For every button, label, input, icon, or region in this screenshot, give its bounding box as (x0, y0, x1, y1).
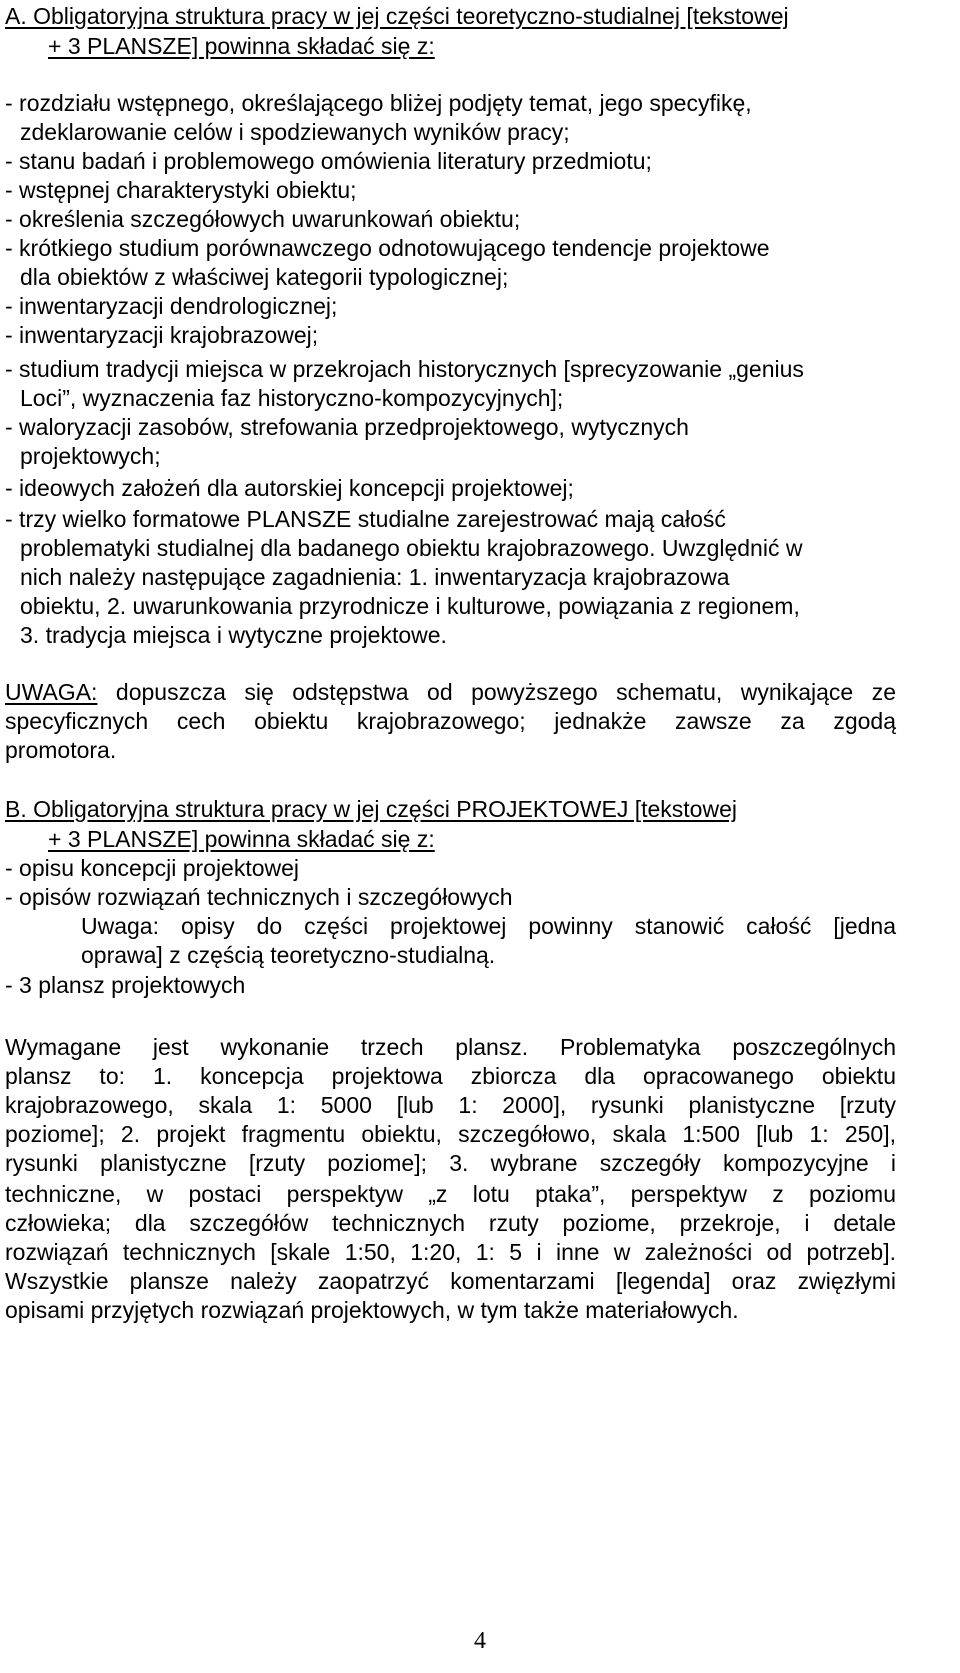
list-item: - wstępnej charakterystyki obiektu; (5, 177, 357, 203)
paragraph-line: Wymagane jest wykonanie trzech plansz. Problematyka poszczególnych (5, 1034, 896, 1060)
paragraph-line: krajobrazowego, skala 1: 5000 [lub 1: 2000], rysunki planistyczne [rzuty (5, 1092, 896, 1118)
list-item: Loci”, wyznaczenia faz historyczno-kompozycyjnych]; (20, 385, 564, 411)
note-line: Uwaga: opisy do części projektowej powinny stanowić całość [jedna (81, 913, 896, 939)
list-item: - inwentaryzacji dendrologicznej; (5, 293, 338, 319)
list-item: obiektu, 2. uwarunkowania przyrodnicze i kulturowe, powiązania z regionem, (20, 593, 800, 619)
list-item: nich należy następujące zagadnienia: 1. inwentaryzacja krajobrazowa (20, 564, 730, 590)
list-item: - rozdziału wstępnego, określającego bliżej podjęty temat, jego specyfikę, (5, 90, 752, 116)
uwaga-line: promotora. (5, 737, 117, 763)
list-item: zdeklarowanie celów i spodziewanych wyników pracy; (20, 119, 570, 145)
page-number: 4 (474, 1628, 486, 1654)
list-item: - stanu badań i problemowego omówienia literatury przedmiotu; (5, 148, 652, 174)
paragraph-line: Wszystkie plansze należy zaopatrzyć komentarzami [legenda] oraz zwięzłymi (5, 1268, 896, 1294)
section-a-heading-cont: + 3 PLANSZE] powinna składać się z: (48, 33, 435, 59)
list-item: - opisów rozwiązań technicznych i szczegółowych (5, 884, 513, 910)
paragraph-line: plansz to: 1. koncepcja projektowa zbiorcza dla opracowanego obiektu (5, 1063, 896, 1089)
list-item: projektowych; (20, 443, 161, 469)
list-item: - studium tradycji miejsca w przekrojach historycznych [sprecyzowanie „genius (5, 356, 804, 382)
list-item: - ideowych założeń dla autorskiej koncepcji projektowej; (5, 475, 574, 501)
paragraph-line: opisami przyjętych rozwiązań projektowych, w tym także materiałowych. (5, 1297, 739, 1323)
list-item: - opisu koncepcji projektowej (5, 855, 300, 881)
list-item: - określenia szczegółowych uwarunkowań obiektu; (5, 206, 521, 232)
paragraph-line: rozwiązań technicznych [skale 1:50, 1:20, 1: 5 i inne w zależności od potrzeb]. (5, 1239, 896, 1265)
uwaga-line: UWAGA: dopuszcza się odstępstwa od powyższego schematu, wynikające ze (5, 679, 896, 705)
section-b-heading-cont: + 3 PLANSZE] powinna składać się z: (48, 826, 435, 852)
uwaga-label: UWAGA: (5, 679, 98, 705)
list-item: 3. tradycja miejsca i wytyczne projektowe. (20, 622, 447, 648)
list-item: - krótkiego studium porównawczego odnotowującego tendencje projektowe (5, 235, 770, 261)
list-item: - trzy wielko formatowe PLANSZE studialne zarejestrować mają całość (5, 506, 726, 532)
section-a-heading: A. Obligatoryjna struktura pracy w jej części teoretyczno-studialnej [tekstowej (5, 3, 789, 29)
list-item: - inwentaryzacji krajobrazowej; (5, 322, 319, 348)
list-item: dla obiektów z właściwej kategorii typologicznej; (20, 264, 509, 290)
list-item: - waloryzacji zasobów, strefowania przedprojektowego, wytycznych (5, 414, 689, 440)
section-b-heading: B. Obligatoryjna struktura pracy w jej części PROJEKTOWEJ [tekstowej (5, 796, 737, 822)
paragraph-line: rysunki planistyczne [rzuty poziome]; 3. wybrane szczegóły kompozycyjne i (5, 1150, 896, 1176)
paragraph-line: poziome]; 2. projekt fragmentu obiektu, szczegółowo, skala 1:500 [lub 1: 250], (5, 1121, 896, 1147)
list-item: problematyki studialnej dla badanego obiektu krajobrazowego. Uwzględnić w (20, 535, 803, 561)
paragraph-line: techniczne, w postaci perspektyw „z lotu ptaka”, perspektyw z poziomu (5, 1181, 896, 1207)
list-item: - 3 plansz projektowych (5, 972, 246, 998)
paragraph-line: człowieka; dla szczegółów technicznych rzuty poziome, przekroje, i detale (5, 1210, 896, 1236)
uwaga-line: specyficznych cech obiektu krajobrazowego; jednakże zawsze za zgodą (5, 708, 896, 734)
note-line: oprawa] z częścią teoretyczno-studialną. (81, 942, 496, 968)
